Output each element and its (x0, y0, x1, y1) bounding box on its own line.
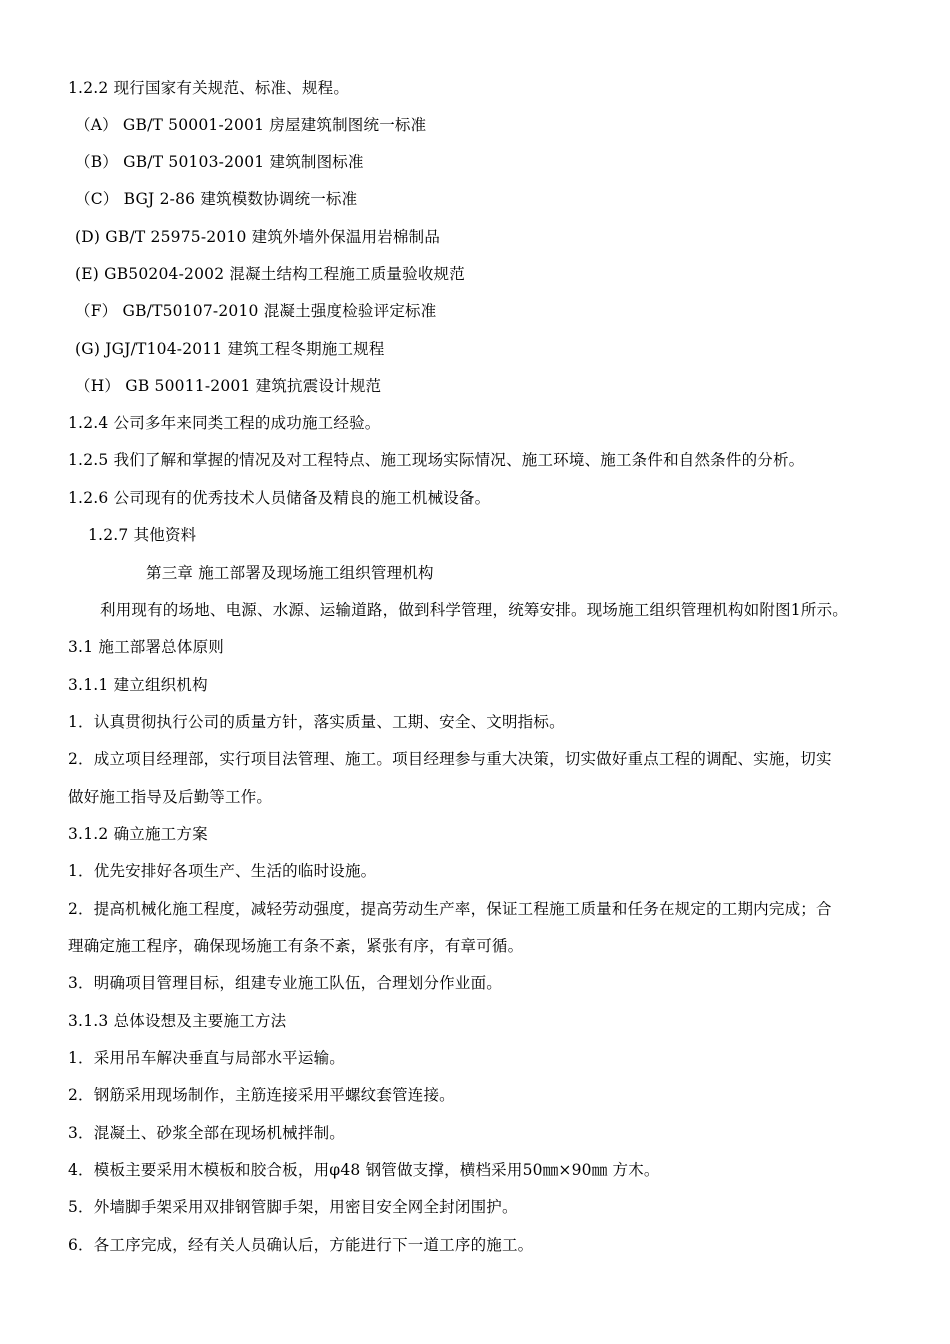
section-3-1-1-item-1: 1．认真贯彻执行公司的质量方针，落实质量、工期、安全、文明指标。 (68, 713, 565, 731)
section-3-1-2-item-1: 1．优先安排好各项生产、生活的临时设施。 (68, 862, 377, 880)
section-3-1-3-item-2: 2．钢筋采用现场制作，主筋连接采用平螺纹套管连接。 (68, 1086, 455, 1104)
section-3-1-2-item-2: 2．提高机械化施工程度，减轻劳动强度，提高劳动生产率，保证工程施工质量和任务在规定的工期内完成；合 (68, 900, 832, 918)
section-3-1-3-heading: 3.1.3 总体设想及主要施工方法 (68, 1012, 287, 1030)
section-3-1-3-item-5: 5．外墙脚手架采用双排钢管脚手架，用密目安全网全封闭围护。 (68, 1198, 518, 1216)
standard-ref-d: (D) GB/T 25975-2010 建筑外墙外保温用岩棉制品 (75, 228, 441, 246)
section-3-1-2-heading: 3.1.2 确立施工方案 (68, 825, 208, 843)
section-1-2-7: 1.2.7 其他资料 (88, 526, 197, 544)
section-3-1-1-item-2: 2．成立项目经理部，实行项目法管理、施工。项目经理参与重大决策，切实做好重点工程的调配、实施，切实 (68, 750, 832, 768)
section-3-1-heading: 3.1 施工部署总体原则 (68, 638, 224, 656)
chapter-3-title: 第三章 施工部署及现场施工组织管理机构 (146, 564, 434, 582)
section-1-2-4: 1.2.4 公司多年来同类工程的成功施工经验。 (68, 414, 381, 432)
section-1-2-2-heading: 1.2.2 现行国家有关规范、标准、规程。 (68, 79, 350, 97)
section-3-1-2-item-3: 3．明确项目管理目标，组建专业施工队伍，合理划分作业面。 (68, 974, 502, 992)
standard-ref-g: (G) JGJ/T104-2011 建筑工程冬期施工规程 (75, 340, 385, 358)
standard-ref-e: (E) GB50204-2002 混凝土结构工程施工质量验收规范 (75, 265, 465, 283)
section-3-1-2-item-2-cont: 理确定施工程序，确保现场施工有条不紊，紧张有序，有章可循。 (68, 937, 524, 955)
chapter-3-intro: 利用现有的场地、电源、水源、运输道路，做到科学管理，统筹安排。现场施工组织管理机构如附图1所示。 (100, 601, 848, 619)
standard-ref-f: （F） GB/T50107-2010 混凝土强度检验评定标准 (75, 302, 437, 320)
section-3-1-3-item-6: 6．各工序完成，经有关人员确认后，方能进行下一道工序的施工。 (68, 1236, 534, 1254)
section-3-1-1-item-2-cont: 做好施工指导及后勤等工作。 (68, 788, 273, 806)
standard-ref-c: （C） BGJ 2-86 建筑模数协调统一标准 (75, 190, 358, 208)
standard-ref-h: （H） GB 50011-2001 建筑抗震设计规范 (75, 377, 382, 395)
section-3-1-1-heading: 3.1.1 建立组织机构 (68, 676, 208, 694)
section-1-2-5: 1.2.5 我们了解和掌握的情况及对工程特点、施工现场实际情况、施工环境、施工条件和自然条件的分析。 (68, 451, 805, 469)
standard-ref-a: （A） GB/T 50001-2001 房屋建筑制图统一标准 (75, 116, 427, 134)
section-3-1-3-item-3: 3．混凝土、砂浆全部在现场机械拌制。 (68, 1124, 345, 1142)
section-3-1-3-item-1: 1．采用吊车解决垂直与局部水平运输。 (68, 1049, 345, 1067)
standard-ref-b: （B） GB/T 50103-2001 建筑制图标准 (75, 153, 364, 171)
section-1-2-6: 1.2.6 公司现有的优秀技术人员储备及精良的施工机械设备。 (68, 489, 491, 507)
section-3-1-3-item-4: 4．模板主要采用木模板和胶合板，用φ48 钢管做支撑，横档采用50㎜×90㎜ 方木。 (68, 1161, 660, 1179)
